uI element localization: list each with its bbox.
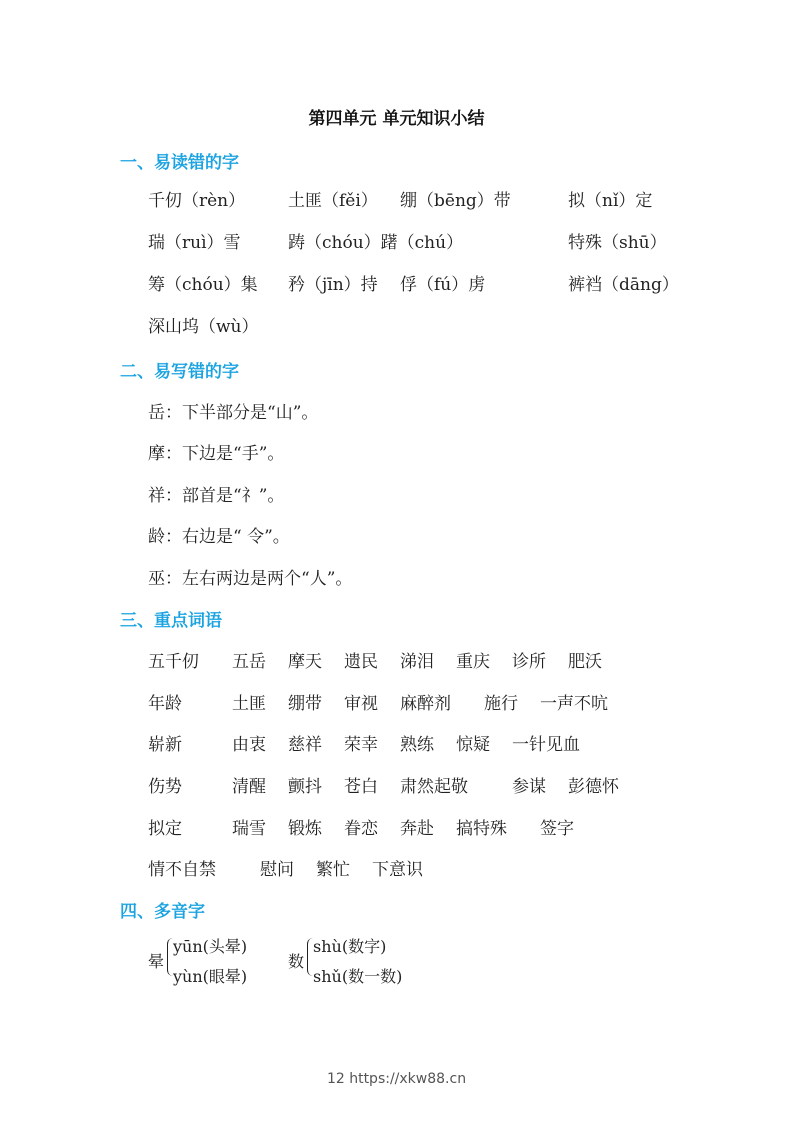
word: 绷带	[288, 694, 322, 714]
reading-row	[0, 228, 793, 254]
page-footer: 12 https://xkw88.cn	[326, 1071, 467, 1087]
word: 一针见血	[512, 735, 580, 755]
section-heading-key-words: 三、重点词语	[120, 611, 222, 631]
reading-item: 踌（chóu）躇（chú）	[288, 233, 464, 253]
word: 拟定	[148, 819, 182, 839]
reading-item: 矜（jīn）持	[288, 275, 378, 295]
word: 颤抖	[288, 777, 322, 797]
reading-item: 绷（bēng）带	[400, 191, 511, 211]
reading-row	[0, 312, 793, 338]
word: 土匪	[232, 694, 266, 714]
word: 奔赴	[400, 819, 434, 839]
word: 眷恋	[344, 819, 378, 839]
word: 彭德怀	[568, 777, 619, 797]
reading-item: 瑞（ruì）雪	[148, 233, 241, 253]
word: 熟练	[400, 735, 434, 755]
word: 瑞雪	[232, 819, 266, 839]
word: 参谋	[512, 777, 546, 797]
word-row	[0, 772, 793, 798]
word: 慈祥	[288, 735, 322, 755]
word: 肥沃	[568, 652, 602, 672]
writing-note: 岳：下半部分是“山”。	[148, 403, 319, 423]
section-heading-miswrite: 二、易写错的字	[120, 362, 239, 382]
reading-item: 深山坞（wù）	[148, 317, 259, 337]
reading-item: 特殊（shū）	[568, 233, 667, 253]
writing-note: 巫：左右两边是两个“人”。	[148, 569, 353, 589]
word: 摩天	[288, 652, 322, 672]
word: 崭新	[148, 735, 182, 755]
reading-item: 裤裆（dāng）	[568, 275, 679, 295]
word: 繁忙	[316, 860, 350, 880]
word: 情不自禁	[148, 860, 216, 880]
word: 苍白	[344, 777, 378, 797]
word: 诊所	[512, 652, 546, 672]
word: 慰问	[260, 860, 294, 880]
word: 清醒	[232, 777, 266, 797]
word: 由衷	[232, 735, 266, 755]
word: 锻炼	[288, 819, 322, 839]
word-row	[0, 647, 793, 673]
reading-row	[0, 186, 793, 212]
word: 审视	[344, 694, 378, 714]
polyphone-char: 晕	[148, 952, 165, 971]
polyphone-reading: yùn(眼晕)	[173, 967, 248, 986]
page-title: 第四单元 单元知识小结	[308, 109, 485, 129]
word: 签字	[540, 819, 574, 839]
reading-item: 土匪（fěi）	[288, 191, 378, 211]
word: 搞特殊	[456, 819, 507, 839]
word-row	[0, 689, 793, 715]
writing-note: 龄：右边是“ 令”。	[148, 527, 290, 547]
polyphone-char: 数	[288, 952, 305, 971]
word: 荣幸	[344, 735, 378, 755]
word: 伤势	[148, 777, 182, 797]
writing-note: 祥：部首是“礻”。	[148, 486, 285, 506]
word: 重庆	[456, 652, 490, 672]
polyphone-reading: shù(数字)	[313, 937, 387, 956]
reading-row	[0, 270, 793, 296]
word: 五千仞	[148, 652, 199, 672]
word: 施行	[484, 694, 518, 714]
reading-item: 千仞（rèn）	[148, 191, 246, 211]
word-row	[0, 730, 793, 756]
section-heading-polyphones: 四、多音字	[120, 902, 205, 922]
word: 麻醉剂	[400, 694, 451, 714]
section-heading-misread: 一、易读错的字	[120, 153, 239, 173]
word: 五岳	[232, 652, 266, 672]
reading-item: 筹（chóu）集	[148, 275, 258, 295]
reading-item: 俘（fú）虏	[400, 275, 486, 295]
polyphone-reading: yūn(头晕)	[173, 937, 248, 956]
word: 一声不吭	[540, 694, 608, 714]
word-row	[0, 814, 793, 840]
writing-note: 摩：下边是“手”。	[148, 444, 285, 464]
word: 惊疑	[456, 735, 490, 755]
word: 年龄	[148, 694, 182, 714]
polyphone-reading: shǔ(数一数)	[313, 967, 403, 986]
word: 遗民	[344, 652, 378, 672]
word-row	[0, 855, 793, 881]
reading-item: 拟（nǐ）定	[568, 191, 653, 211]
word: 肃然起敬	[400, 777, 468, 797]
word: 下意识	[372, 860, 423, 880]
word: 涕泪	[400, 652, 434, 672]
